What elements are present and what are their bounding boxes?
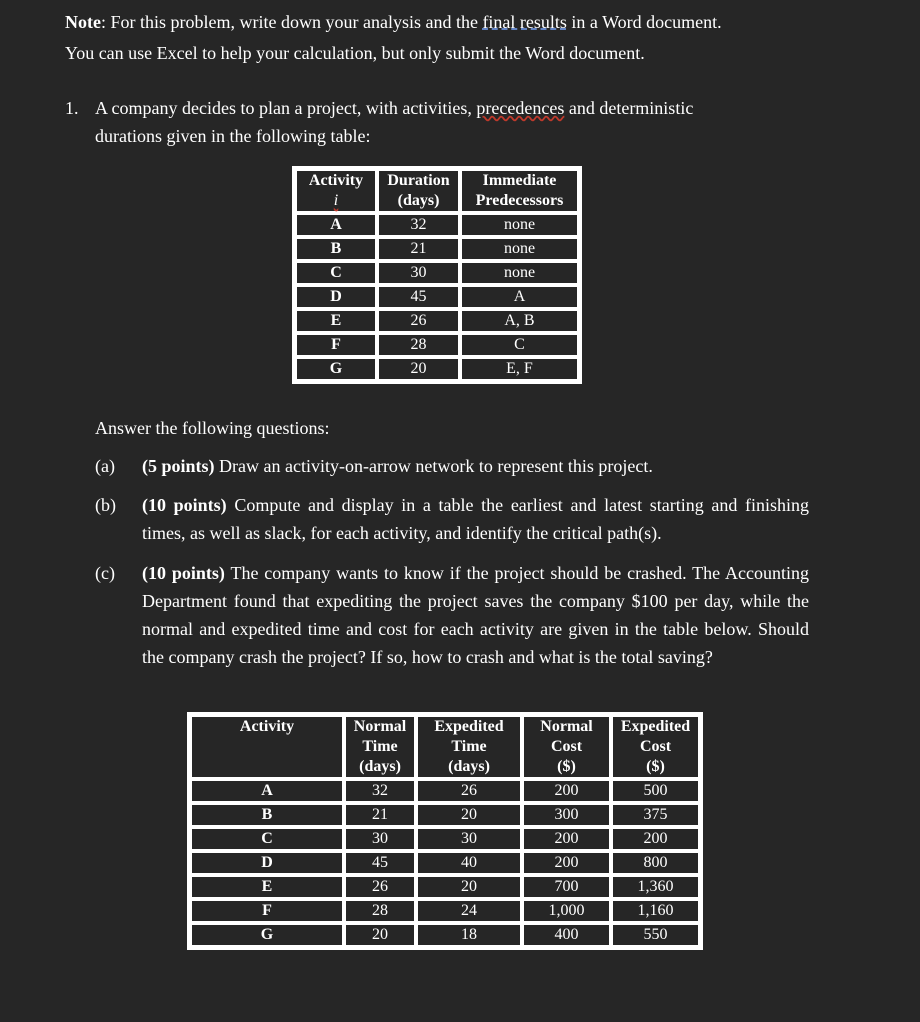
part-c-text — [142, 559, 809, 671]
table-row — [190, 875, 700, 899]
part-text: Compute and display in a table the earliest and latest starting and finishing times, as well as slack, for each activity, and identify the critical path(s). — [142, 495, 810, 543]
note-line-2: You can use Excel to help your calculation, but only submit the Word document. — [65, 43, 645, 63]
duration-cell: 30 — [377, 261, 460, 285]
header-cell — [522, 715, 611, 779]
normal-cost-cell: 200 — [522, 851, 611, 875]
points: (10 points) — [142, 563, 225, 583]
header-text: Predecessors — [475, 192, 564, 209]
predecessors-cell: A — [460, 285, 579, 309]
activity-cell: E — [295, 309, 377, 333]
points: (5 points) — [142, 456, 215, 476]
activity-cell: D — [190, 851, 344, 875]
expedited-time-cell: 26 — [416, 779, 522, 803]
header-text: (days) — [448, 758, 490, 775]
header-text: Activity — [239, 718, 295, 735]
duration-cell: 21 — [377, 237, 460, 261]
normal-time-cell: 21 — [344, 803, 416, 827]
normal-time-cell: 32 — [344, 779, 416, 803]
table-row — [295, 285, 579, 309]
normal-cost-cell: 400 — [522, 923, 611, 947]
question-text-line-2: durations given in the following table: — [95, 126, 371, 146]
normal-cost-cell: 200 — [522, 779, 611, 803]
activity-cell: E — [190, 875, 344, 899]
activity-cell: B — [295, 237, 377, 261]
activity-cell: B — [190, 803, 344, 827]
expedited-time-cell: 20 — [416, 875, 522, 899]
header-text: Activity — [308, 172, 364, 189]
normal-cost-cell: 200 — [522, 827, 611, 851]
header-duration — [377, 169, 460, 213]
header-text: Normal — [540, 718, 593, 735]
activity-cell: F — [295, 333, 377, 357]
predecessors-cell: none — [460, 261, 579, 285]
predecessors-cell: none — [460, 213, 579, 237]
expedited-cost-cell: 375 — [611, 803, 700, 827]
expedited-cost-cell: 200 — [611, 827, 700, 851]
expedited-time-cell: 18 — [416, 923, 522, 947]
header-text: Cost — [639, 738, 672, 755]
table-row — [295, 309, 579, 333]
header-predecessors — [460, 169, 579, 213]
predecessors-cell: none — [460, 237, 579, 261]
note-text: in a Word document. — [566, 12, 722, 32]
header-cell — [190, 715, 344, 779]
question-text: A company decides to plan a project, with activities, — [95, 98, 477, 118]
table-header-row — [295, 169, 579, 213]
header-text: Expedited — [620, 718, 691, 735]
expedited-cost-cell: 1,160 — [611, 899, 700, 923]
normal-time-cell: 26 — [344, 875, 416, 899]
part-a-text — [142, 452, 809, 480]
duration-cell: 28 — [377, 333, 460, 357]
activity-cell: D — [295, 285, 377, 309]
predecessors-cell: C — [460, 333, 579, 357]
table-row — [190, 923, 700, 947]
table-row — [190, 899, 700, 923]
normal-time-cell: 28 — [344, 899, 416, 923]
note-line-1 — [65, 12, 722, 33]
duration-cell: 45 — [377, 285, 460, 309]
expedited-time-cell: 24 — [416, 899, 522, 923]
question-text: and deterministic — [564, 98, 694, 118]
note-text: : For this problem, write down your analysis and the — [100, 12, 483, 32]
part-text: Draw an activity-on-arrow network to represent this project. — [214, 456, 653, 476]
table-header-row — [190, 715, 700, 779]
table-row — [190, 827, 700, 851]
duration-cell: 20 — [377, 357, 460, 381]
activity-cell: C — [190, 827, 344, 851]
part-c-label: (c) — [95, 563, 115, 583]
table-row — [295, 261, 579, 285]
header-text: Time — [451, 738, 487, 755]
header-text: (days) — [359, 758, 401, 775]
expedited-time-cell: 30 — [416, 827, 522, 851]
header-text: (days) — [397, 192, 440, 209]
expedited-cost-cell: 1,360 — [611, 875, 700, 899]
header-text: Expedited — [434, 718, 504, 735]
table-row — [295, 237, 579, 261]
header-text: ($) — [557, 758, 576, 775]
expedited-cost-cell: 800 — [611, 851, 700, 875]
expedited-time-cell: 20 — [416, 803, 522, 827]
expedited-cost-cell: 500 — [611, 779, 700, 803]
spellcheck-word: precedences — [476, 98, 565, 118]
header-text: ($) — [646, 758, 665, 775]
header-cell — [344, 715, 416, 779]
header-text: i — [333, 192, 339, 209]
table-row — [295, 357, 579, 381]
question-text-line-1 — [95, 98, 693, 119]
predecessors-cell: E, F — [460, 357, 579, 381]
activity-duration-table — [292, 166, 582, 384]
normal-cost-cell: 300 — [522, 803, 611, 827]
note-label: Note — [65, 12, 101, 32]
points: (10 points) — [142, 495, 227, 515]
question-number: 1. — [65, 98, 79, 118]
expedited-time-cell: 40 — [416, 851, 522, 875]
normal-time-cell: 45 — [344, 851, 416, 875]
part-a-label: (a) — [95, 456, 115, 476]
duration-cell: 26 — [377, 309, 460, 333]
activity-cell: C — [295, 261, 377, 285]
header-text: Time — [362, 738, 398, 755]
normal-cost-cell: 700 — [522, 875, 611, 899]
final-results-text: final results — [482, 12, 567, 32]
part-b-label: (b) — [95, 495, 116, 515]
normal-cost-cell: 1,000 — [522, 899, 611, 923]
activity-cell: G — [190, 923, 344, 947]
header-cell — [416, 715, 522, 779]
table-row — [295, 333, 579, 357]
normal-time-cell: 30 — [344, 827, 416, 851]
part-text: The company wants to know if the project should be crashed. The Accounting Department found that expediting the project saves the company $100 per day, while the normal and expedited time and cost for each activity are given in the table below. Should the company crash the project? If so, how to crash and what is the total saving? — [142, 563, 809, 667]
predecessors-cell: A, B — [460, 309, 579, 333]
activity-cell: A — [190, 779, 344, 803]
normal-time-cell: 20 — [344, 923, 416, 947]
answer-intro: Answer the following questions: — [95, 418, 330, 438]
header-text: Duration — [387, 172, 450, 189]
table-row — [190, 779, 700, 803]
duration-cell: 32 — [377, 213, 460, 237]
activity-cell: F — [190, 899, 344, 923]
activity-cell: G — [295, 357, 377, 381]
header-text: Cost — [550, 738, 583, 755]
expedited-cost-cell: 550 — [611, 923, 700, 947]
header-activity — [295, 169, 377, 213]
table-row — [190, 803, 700, 827]
table-row — [190, 851, 700, 875]
header-cell — [611, 715, 700, 779]
crash-cost-table — [187, 712, 703, 950]
header-text: Immediate — [482, 172, 557, 189]
table-row — [295, 213, 579, 237]
part-b-text — [142, 491, 809, 547]
header-text: Normal — [353, 718, 407, 735]
activity-cell: A — [295, 213, 377, 237]
